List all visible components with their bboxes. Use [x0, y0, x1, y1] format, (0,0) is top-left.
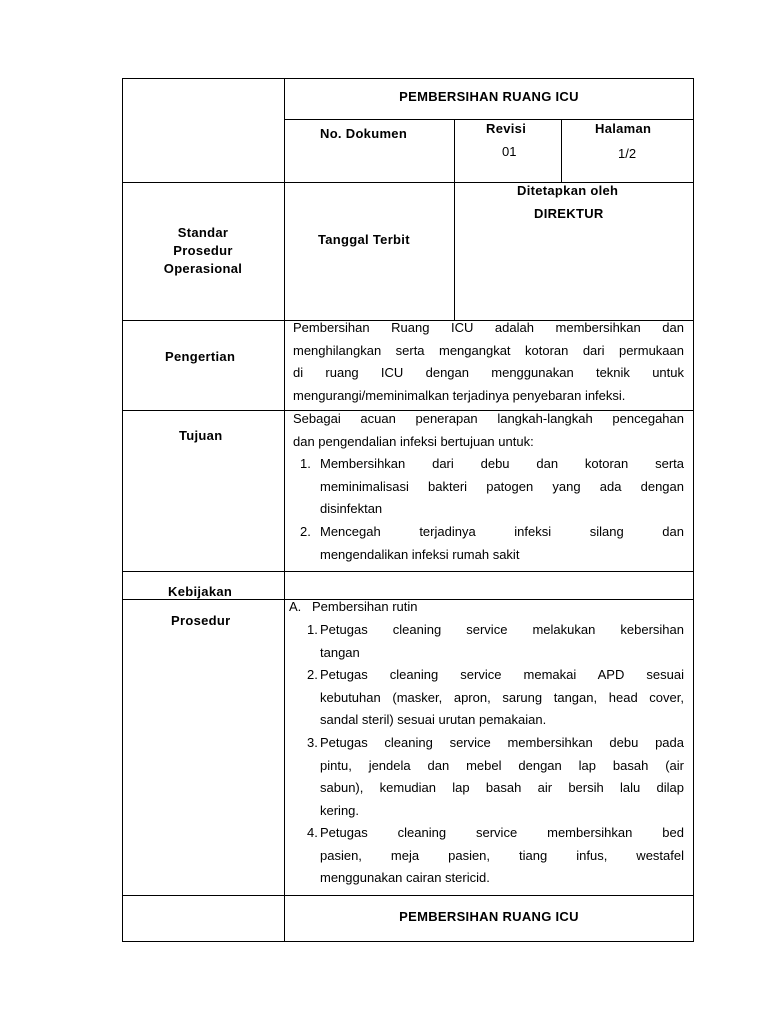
- prosedur-item: [320, 732, 684, 822]
- prosedur-label: Prosedur: [171, 613, 231, 628]
- ditetapkan-label: Ditetapkan oleh: [517, 183, 619, 198]
- sop-label-line-3: Operasional: [163, 261, 243, 276]
- tujuan-item: [320, 453, 684, 521]
- prosedur-item-line: Petugas cleaning service memakai APD sesuai: [320, 667, 684, 682]
- prosedur-item-line: Petugas cleaning service membersihkan bed: [320, 825, 684, 840]
- prosedur-item-line: sabun), kemudian lap basah air bersih lalu dilap: [320, 780, 684, 795]
- tujuan-item-line: meminimalisasi bakteri patogen yang ada dengan: [320, 478, 684, 494]
- kebijakan-label: Kebijakan: [168, 584, 233, 599]
- prosedur-item-line: menggunakan cairan stericid.: [320, 870, 490, 885]
- header-divider-revisi: [454, 119, 455, 321]
- table-border-right: [693, 78, 694, 942]
- prosedur-section-letter: A.: [289, 599, 302, 614]
- pengertian-line: di ruang ICU dengan menggunakan teknik untuk: [293, 365, 684, 380]
- prosedur-item-line: pintu, jendela dan mebel dengan lap basah (air: [320, 757, 684, 773]
- prosedur-item-line: pasien, meja pasien, tiang infus, westafel: [320, 847, 684, 863]
- tujuan-item-number: 1.: [300, 456, 311, 471]
- prosedur-item: [320, 664, 684, 732]
- table-border-bottom: [122, 941, 694, 942]
- pengertian-text: [293, 317, 684, 407]
- prosedur-item-line: tangan: [320, 644, 360, 660]
- revisi-label: Revisi: [486, 121, 527, 136]
- tujuan-intro: [293, 408, 684, 453]
- header-divider-halaman: [561, 119, 562, 182]
- prosedur-item-number: 1.: [307, 622, 318, 637]
- tujuan-item-line: Membersihkan dari debu dan kotoran serta: [320, 456, 684, 471]
- ditetapkan-value: DIREKTUR: [534, 206, 604, 221]
- halaman-label: Halaman: [595, 121, 652, 136]
- prosedur-item-line: kering.: [320, 802, 360, 818]
- tujuan-item-line: Mencegah terjadinya infeksi silang dan: [320, 524, 684, 539]
- revisi-value: 01: [502, 144, 517, 159]
- prosedur-row-divider: [122, 895, 694, 896]
- prosedur-item: [320, 619, 684, 664]
- tujuan-label: Tujuan: [179, 428, 223, 443]
- pengertian-label: Pengertian: [165, 349, 236, 364]
- pengertian-line: mengurangi/meminimalkan terjadinya penyebaran infeksi.: [293, 387, 626, 403]
- footer-title: PEMBERSIHAN RUANG ICU: [399, 909, 579, 924]
- tujuan-row-divider: [122, 571, 694, 572]
- pengertian-line: Pembersihan Ruang ICU adalah membersihkan dan: [293, 320, 684, 335]
- prosedur-item-number: 2.: [307, 667, 318, 682]
- prosedur-item: [320, 822, 684, 890]
- prosedur-item-line: Petugas cleaning service melakukan kebersihan: [320, 622, 684, 637]
- tujuan-item-line: disinfektan: [320, 501, 383, 516]
- no-dokumen-label: No. Dokumen: [320, 126, 408, 141]
- table-border-top: [122, 78, 694, 79]
- halaman-value: 1/2: [618, 146, 637, 161]
- tujuan-intro-line: Sebagai acuan penerapan langkah-langkah pencegahan: [293, 411, 684, 426]
- column-divider: [284, 78, 285, 942]
- prosedur-item-line: Petugas cleaning service membersihkan debu pada: [320, 735, 684, 750]
- tujuan-item-number: 2.: [300, 524, 311, 539]
- pengertian-line: menghilangkan serta mengangkat kotoran dari permukaan: [293, 342, 684, 358]
- prosedur-item-number: 3.: [307, 735, 318, 750]
- tujuan-intro-line: dan pengendalian infeksi bertujuan untuk:: [293, 433, 534, 449]
- tujuan-item-line: mengendalikan infeksi rumah sakit: [320, 546, 520, 562]
- table-border-left: [122, 78, 123, 942]
- tanggal-terbit-label: Tanggal Terbit: [318, 232, 410, 247]
- sop-label-line-1: Standar: [177, 225, 229, 240]
- prosedur-section-title: Pembersihan rutin: [312, 599, 418, 614]
- prosedur-item-number: 4.: [307, 825, 318, 840]
- tujuan-item: [320, 521, 684, 566]
- prosedur-item-line: kebutuhan (masker, apron, sarung tangan, head cover,: [320, 689, 684, 705]
- sop-label-line-2: Prosedur: [173, 243, 233, 258]
- document-title: PEMBERSIHAN RUANG ICU: [399, 89, 579, 104]
- prosedur-item-line: sandal steril) sesuai urutan pemakaian.: [320, 712, 547, 727]
